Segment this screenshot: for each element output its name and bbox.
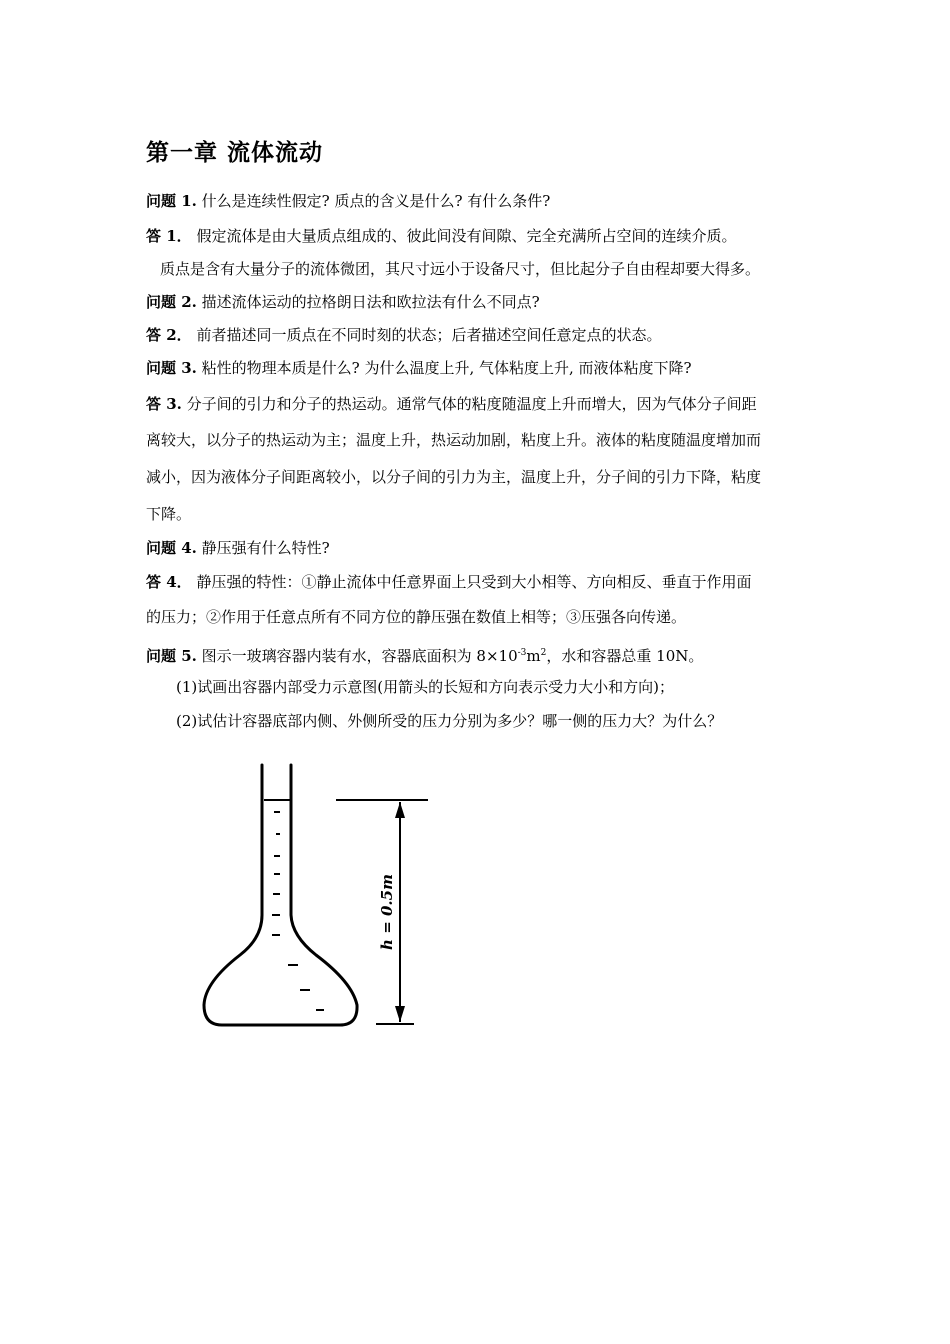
answer-4-line-1	[146, 571, 751, 593]
question-text: 静压强有什么特性?	[196, 539, 330, 557]
question-text: ，水和容器总重 10N。	[546, 647, 704, 665]
question-label: 问题 1.	[146, 192, 197, 210]
answer-label: 答 2．	[146, 326, 192, 344]
answer-text: 假定流体是由大量质点组成的、彼此间没有间隙、完全充满所占空间的连续介质。	[191, 227, 737, 245]
chapter-title: 第一章 流体流动	[146, 140, 324, 166]
answer-text: 静压强的特性：①静止流体中任意界面上只受到大小相等、方向相反、垂直于作用面	[191, 573, 752, 591]
question-label: 问题 4.	[146, 539, 197, 557]
question-text: 图示一玻璃容器内装有水，容器底面积为 8×10	[196, 647, 518, 665]
question-text: 什么是连续性假定? 质点的含义是什么? 有什么条件?	[196, 192, 551, 210]
dimension-arrow-bottom	[395, 1006, 405, 1022]
exponent: 2	[540, 648, 547, 658]
answer-3-line-3: 减小，因为液体分子间距离较小，以分子间的引力为主，温度上升，分子间的引力下降，粘度	[146, 468, 762, 486]
answer-4-line-2: 的压力；②作用于任意点所有不同方位的静压强在数值上相等；③压强各向传递。	[146, 608, 687, 626]
dimension-arrow-top	[395, 802, 405, 818]
question-5	[146, 642, 703, 667]
flask-figure	[200, 760, 440, 1040]
question-text: 描述流体运动的拉格朗日法和欧拉法有什么不同点?	[196, 293, 540, 311]
unit: m	[526, 647, 541, 665]
question-label: 问题 3.	[146, 359, 197, 377]
question-3	[146, 357, 692, 379]
answer-label: 答 4．	[146, 573, 192, 591]
answer-text: 前者描述同一质点在不同时刻的状态；后者描述空间任意定点的状态。	[191, 326, 662, 344]
question-label: 问题 5.	[146, 647, 197, 665]
height-label: h = 0.5m	[378, 874, 396, 950]
answer-label: 答 3.	[146, 395, 182, 413]
answer-3-line-2: 离较大，以分子的热运动为主；温度上升，热运动加剧，粘度上升。液体的粘度随温度增加而	[146, 431, 762, 449]
question-text: 粘性的物理本质是什么? 为什么温度上升, 气体粘度上升, 而液体粘度下降?	[196, 359, 692, 377]
question-5-sub-1: (1)试画出容器内部受力示意图(用箭头的长短和方向表示受力大小和方向)；	[176, 678, 674, 696]
answer-1-line-1	[146, 225, 736, 247]
question-1	[146, 190, 550, 212]
water-marks	[272, 812, 324, 1010]
question-label: 问题 2.	[146, 293, 197, 311]
answer-1-line-2: 质点是含有大量分子的流体微团，其尺寸远小于设备尺寸，但比起分子自由程却要大得多。	[160, 260, 761, 278]
exponent: -3	[517, 648, 527, 658]
answer-3-line-4: 下降。	[146, 505, 192, 523]
question-2	[146, 291, 540, 313]
question-4	[146, 537, 330, 559]
question-5-sub-2: (2)试估计容器底部内侧、外侧所受的压力分别为多少？哪一侧的压力大？为什么？	[176, 712, 723, 730]
answer-3-line-1	[146, 393, 757, 415]
answer-label: 答 1．	[146, 227, 192, 245]
flask-left-wall	[204, 765, 357, 1025]
answer-2	[146, 324, 661, 346]
answer-text: 分子间的引力和分子的热运动。通常气体的粘度随温度上升而增大，因为气体分子间距	[181, 395, 757, 413]
